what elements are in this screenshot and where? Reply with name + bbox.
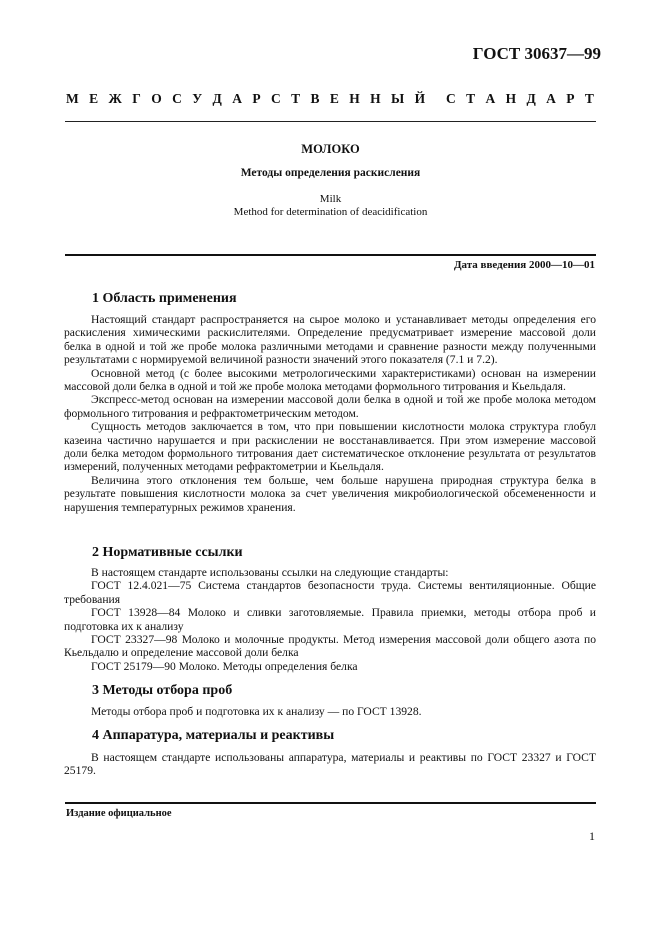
paragraph: Основной метод (с более высокими метрологическими характеристиками) основан на измерении массовой доли белка в одной и той же пробе молока методами формольного титрования и Кьельдаля.: [64, 366, 596, 394]
banner-letter: В: [310, 91, 320, 106]
document-title: МОЛОКО: [301, 142, 360, 156]
section-body: [64, 566, 596, 673]
banner-letter: Й: [414, 91, 426, 106]
page-number: 1: [589, 829, 595, 843]
reference-item: ГОСТ 12.4.021—75 Система стандартов безопасности труда. Системы вентиляционные. Общие требования: [64, 579, 596, 606]
banner-letter: У: [192, 91, 203, 106]
banner-letter: Ж: [108, 91, 122, 106]
section-body: [64, 751, 596, 778]
banner-letter: Т: [291, 91, 301, 106]
banner-letter: Ы: [391, 91, 405, 106]
document-subtitle: Методы определения раскисления: [240, 167, 421, 179]
paragraph: В настоящем стандарте использованы ссылки на следующие стандарты:: [91, 566, 449, 579]
banner-letter: Д: [212, 91, 222, 106]
banner-letter: Т: [466, 91, 476, 106]
paragraph: Величина этого отклонения тем больше, чем больше нарушена природная структура белка в результате повышения кислотности молока за счет увеличения микробиологической обсемененности и нарушения температурных режимов хранения.: [64, 473, 596, 514]
banner-letter: С: [445, 91, 456, 106]
banner-letter: М: [66, 91, 79, 106]
paragraph: Методы отбора проб и подготовка их к анализу — по ГОСТ 13928.: [91, 705, 422, 718]
banner-letter: Н: [349, 91, 360, 106]
edition-label: Издание официальное: [66, 808, 172, 819]
standard-type-banner: [66, 91, 594, 107]
paragraph: Экспресс-метод основан на измерении массовой доли белка в одной и той же пробе молока методом формольного титрования и рефрактометрическим методом.: [64, 393, 596, 420]
banner-letter: С: [172, 91, 182, 106]
document-title-english: Milk: [319, 193, 342, 205]
title-divider: [65, 254, 596, 256]
banner-letter: Т: [584, 91, 594, 106]
section-body: [64, 705, 596, 718]
section-body: [64, 313, 596, 514]
section-heading: 2 Нормативные ссылки: [92, 545, 243, 560]
banner-letter: Р: [566, 91, 575, 106]
banner-letter: Н: [505, 91, 517, 106]
section-heading: 1 Область применения: [92, 291, 237, 306]
reference-item: ГОСТ 13928—84 Молоко и сливки заготовляемые. Правила приемки, методы отбора проб и подготовка их к анализу: [64, 606, 596, 633]
banner-letter: Д: [526, 91, 536, 106]
banner-letter: Е: [329, 91, 339, 106]
document-subtitle-english: Method for determination of deacidification: [233, 206, 428, 218]
standard-number: ГОСТ 30637—99: [472, 44, 601, 63]
footer-divider: [65, 802, 596, 804]
banner-letter: Г: [132, 91, 141, 106]
section-heading: 3 Методы отбора проб: [92, 683, 233, 698]
reference-item: ГОСТ 23327—98 Молоко и молочные продукты. Метод измерения массовой доли общего азота по Кьельдалю и определение массовой доли белка: [64, 633, 596, 660]
header-divider: [65, 121, 596, 122]
banner-letter: Е: [89, 91, 99, 106]
paragraph: В настоящем стандарте использованы аппаратура, материалы и реактивы по ГОСТ 23327 и ГОСТ 25179.: [64, 751, 596, 778]
banner-letter: А: [546, 91, 556, 106]
paragraph: Настоящий стандарт распространяется на сырое молоко и устанавливает методы определения его раскисления химическими раскислителями. Определение предусматривает измерение массовой доли белка в одной и той же пробе молока различными методами и сравнение разности между полученными результатами с нормируемой величиной разности значений этого показателя (7.1 и 7.2).: [64, 313, 596, 367]
banner-letter: А: [485, 91, 496, 106]
paragraph: Сущность методов заключается в том, что при повышении кислотности молока структура глобул казеина частично нарушается и при раскислении не восстанавливается. При этом измерение массовой доли белка методом формольного титрования дает систематическое отклонение результата от результатов измерений, полученных методами рефрактометрии и Кьельдаля.: [64, 420, 596, 474]
banner-letter: А: [232, 91, 242, 106]
banner-letter: С: [270, 91, 281, 106]
banner-letter: О: [151, 91, 162, 106]
banner-letter: Н: [370, 91, 381, 106]
reference-item: ГОСТ 25179—90 Молоко. Методы определения белка: [91, 659, 358, 673]
introduction-date: Дата введения 2000—10—01: [453, 259, 595, 271]
banner-letter: Р: [252, 91, 261, 106]
section-heading: 4 Аппаратура, материалы и реактивы: [92, 728, 335, 743]
